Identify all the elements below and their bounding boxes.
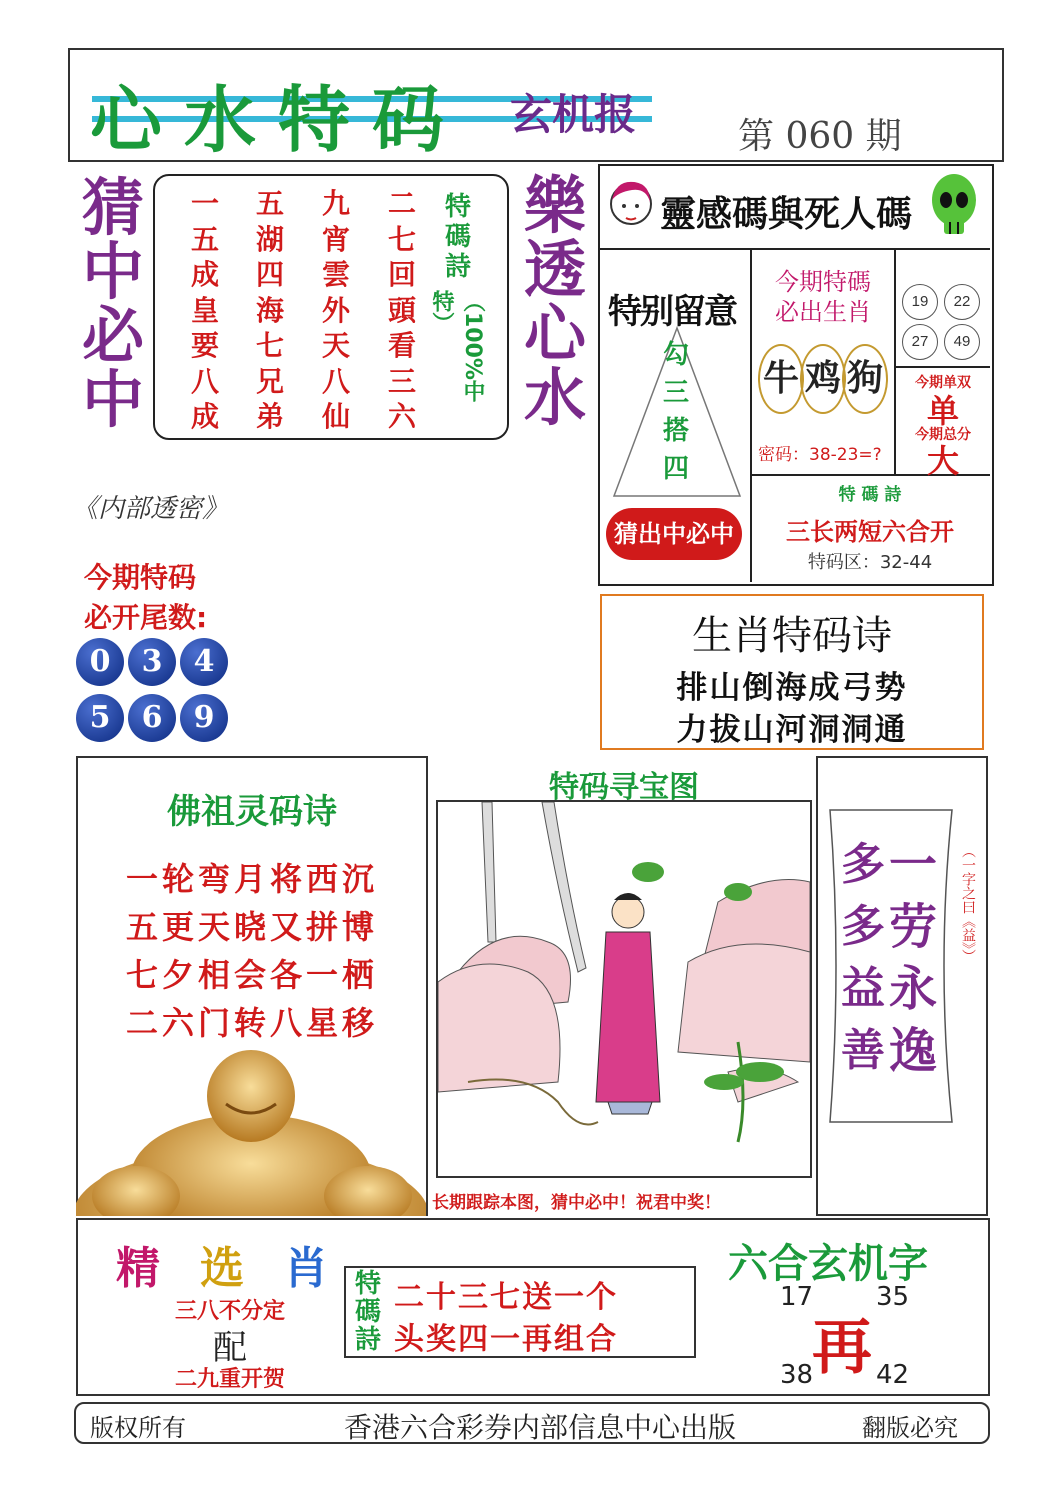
special-notice: 特别留意 <box>608 292 736 332</box>
scroll-char: 一 <box>888 837 937 893</box>
triangle-char: 勾 <box>662 340 689 370</box>
triangle-chars <box>658 336 694 488</box>
footer-publisher: 香港六合彩券内部信息中心出版 <box>343 1411 736 1444</box>
bottom-poem-label-char: 詩 <box>354 1325 381 1355</box>
poem-char: 湖 <box>255 222 284 256</box>
panel-title: 靈感碼與死人碼 <box>660 193 913 235</box>
special-zone: 特码区：32-44 <box>807 552 933 573</box>
password-text: 密码：38-23=? <box>758 445 882 465</box>
selected-line: 三八不分定 <box>174 1299 285 1324</box>
zodiac-label-1: 今期特碼 <box>775 268 871 296</box>
poem-side-label <box>440 192 476 282</box>
poem-char: 一 <box>190 187 219 220</box>
poem-char: 成 <box>190 258 219 291</box>
poem-char: 六 <box>387 400 416 433</box>
left-vertical-char: 中 <box>81 363 144 436</box>
lucky-number: 49 <box>944 324 980 360</box>
selected-title-char: 肖 <box>284 1243 328 1294</box>
scroll-char: 逸 <box>888 1023 937 1079</box>
poem-char: 宵 <box>321 222 350 256</box>
poem-side-char: 碼 <box>444 222 471 252</box>
scroll-char: 劳 <box>888 899 937 955</box>
poem-char: 外 <box>321 293 350 327</box>
scroll-char: 多 <box>841 839 885 890</box>
poem-column <box>185 186 225 435</box>
buddha-poem-line: 五更天晓又拼博 <box>125 908 378 946</box>
poem-side-char: 特 <box>444 192 471 222</box>
poem-char: 五 <box>255 187 284 220</box>
left-vertical-char: 必 <box>81 299 144 372</box>
poem-column <box>250 186 290 435</box>
tail-title-1: 今期特码 <box>84 561 197 594</box>
left-vertical-char: 猜 <box>81 171 144 244</box>
zodiac-oval: 牛 <box>758 344 804 414</box>
poem-char: 八 <box>190 364 219 398</box>
selected-line: 二九重开贺 <box>174 1367 285 1392</box>
tail-ball: 5 <box>76 694 124 742</box>
buddha-poem-line: 七夕相会各一栖 <box>125 956 378 994</box>
lhc-number: 17 <box>780 1282 814 1312</box>
bottom-poem-label <box>348 1270 388 1354</box>
selected-zodiac-title <box>116 1232 328 1296</box>
bottom-poem-label-char: 特 <box>354 1269 381 1299</box>
panel-divider <box>894 248 896 474</box>
masthead-title: 心水特码 <box>90 77 467 162</box>
poem-char: 九 <box>321 187 350 220</box>
zodiac-oval: 狗 <box>842 344 888 414</box>
zodiac-poem-title: 生肖特码诗 <box>692 613 892 659</box>
poem-char: 七 <box>255 329 284 362</box>
lhc-number: 35 <box>876 1282 910 1312</box>
poem-char: 兄 <box>255 364 284 398</box>
buddha-poem-line: 二六门转八星移 <box>125 1004 378 1042</box>
issue-number: 第 060 期 <box>738 116 902 157</box>
poem-char: 看 <box>387 329 416 362</box>
poem-char: 二 <box>387 187 416 220</box>
poem-char: 頭 <box>387 293 416 327</box>
scroll-char: 益 <box>841 963 885 1014</box>
masthead-subtitle: 玄机报 <box>510 90 637 139</box>
tail-ball: 6 <box>128 694 176 742</box>
treasure-map-title: 特码寻宝图 <box>549 770 699 805</box>
lucky-number: 19 <box>902 284 938 320</box>
right-vertical-char: 心 <box>523 297 586 370</box>
poem-char: 七 <box>387 222 416 256</box>
treasure-map-illustration <box>438 802 810 1180</box>
buddha-poem-line: 一轮弯月将西沉 <box>125 860 378 898</box>
tail-title-2: 必开尾数: <box>84 601 208 634</box>
zodiac-oval: 鸡 <box>800 344 846 414</box>
left-vertical-char: 中 <box>81 235 144 308</box>
tail-ball: 0 <box>76 638 124 686</box>
total-value: 大 <box>926 442 959 480</box>
footer-copyright: 版权所有 <box>90 1414 186 1442</box>
poem-char: 八 <box>321 364 350 398</box>
zodiac-label-2: 必出生肖 <box>775 298 871 326</box>
panel-divider <box>598 248 990 250</box>
bottom-poem-line: 头奖四一再组合 <box>394 1322 618 1357</box>
girl-face-icon <box>606 174 656 238</box>
poem-char: 三 <box>387 364 416 398</box>
tail-ball: 9 <box>180 694 228 742</box>
lhc-title: 六合玄机字 <box>728 1241 928 1287</box>
poem-char: 五 <box>190 222 219 256</box>
scroll-char: 善 <box>841 1025 885 1076</box>
scroll-column-answer <box>836 834 890 1082</box>
guess-stamp: 猜出中必中 <box>606 508 742 560</box>
triangle-char: 搭 <box>662 416 689 446</box>
poem-char: 成 <box>190 400 219 433</box>
zodiac-poem-line: 力拔山河洞洞通 <box>676 712 908 748</box>
tail-ball: 3 <box>128 638 176 686</box>
buddha-poem-title: 佛祖灵码诗 <box>167 792 337 832</box>
panel-poem: 三长两短六合开 <box>786 518 954 546</box>
tail-ball: 4 <box>180 638 228 686</box>
odd-even-value: 单 <box>926 392 959 430</box>
pair-char: 配 <box>213 1328 247 1368</box>
poem-side-char: 詩 <box>444 252 471 282</box>
triangle-char: 三 <box>662 378 689 408</box>
panel-poem-label: 特 碼 詩 <box>838 485 902 505</box>
scroll-char: 多 <box>841 901 885 952</box>
total-label: 今期总分 <box>915 427 971 443</box>
right-vertical-char: 樂 <box>523 169 586 242</box>
treasure-map-caption: 长期跟踪本图，猜中必中！祝君中奖！ <box>432 1193 721 1213</box>
internal-label: 《内部透密》 <box>72 494 229 524</box>
poem-char: 四 <box>255 258 284 291</box>
poem-char: 海 <box>255 293 284 327</box>
scroll-char: 永 <box>888 961 937 1017</box>
selected-title-char: 精 <box>116 1243 160 1294</box>
footer-rights: 翻版必究 <box>862 1414 958 1442</box>
selected-title-char: 选 <box>200 1243 244 1294</box>
lhc-center-char: 再 <box>812 1313 872 1383</box>
poem-char: 回 <box>387 258 416 291</box>
lhc-number: 38 <box>780 1360 814 1390</box>
triangle-char: 四 <box>662 454 689 484</box>
poem-char: 皇 <box>190 293 219 327</box>
poem-column <box>382 186 422 435</box>
right-vertical-char: 透 <box>523 233 586 306</box>
poem-char: 要 <box>190 329 219 362</box>
poem-char: 弟 <box>255 400 284 433</box>
panel-divider <box>894 366 990 368</box>
bottom-poem-label-char: 碼 <box>354 1297 381 1327</box>
scroll-hint: （一字之曰《益》） <box>960 844 976 963</box>
buddha-statue-image <box>76 1048 426 1220</box>
scroll-column-main <box>884 834 942 1082</box>
poem-char: 仙 <box>321 400 350 433</box>
lucky-number: 22 <box>944 284 980 320</box>
skull-icon <box>928 172 980 242</box>
poem-side-percent: （100%中特） <box>429 290 485 402</box>
lucky-number: 27 <box>902 324 938 360</box>
odd-even-label: 今期单双 <box>915 375 971 391</box>
bottom-poem-line: 二十三七送一个 <box>394 1280 618 1315</box>
zodiac-poem-line: 排山倒海成弓势 <box>676 670 908 706</box>
poem-char: 雲 <box>321 258 350 291</box>
lhc-number: 42 <box>876 1360 910 1390</box>
right-vertical-char: 水 <box>523 361 586 434</box>
poem-column <box>316 186 356 435</box>
poem-char: 天 <box>321 329 350 362</box>
